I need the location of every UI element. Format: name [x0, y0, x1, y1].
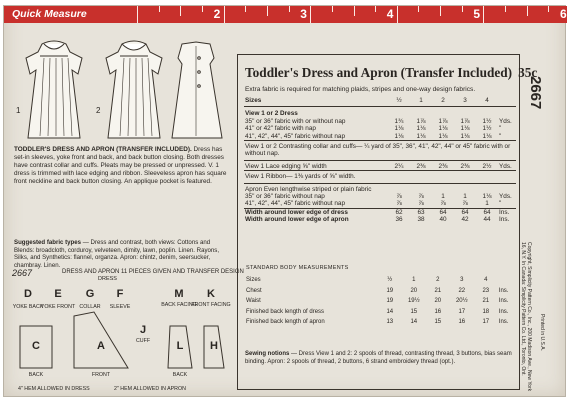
ruler-tick: [202, 6, 203, 12]
table-cell: 2⅜: [410, 160, 432, 170]
ruler-tick: [418, 6, 419, 12]
table-cell: Width around lower edge of apron: [245, 216, 349, 224]
table-cell: View 1 or 2 Dress: [245, 110, 298, 118]
table-cell: 23: [482, 287, 490, 294]
table-cell: Ins.: [498, 287, 509, 294]
view-1-callout: 1: [16, 106, 21, 115]
table-cell: 1½: [482, 117, 492, 125]
ruler-tick: [354, 6, 355, 16]
table-cell: 16: [434, 308, 442, 315]
table-cell: 42: [461, 216, 469, 224]
table-cell: View 1 or 2 Contrasting collar and cuffs— ¼ yard of 35", 36", 41", 42", 44" or 45" fabric with or without nap.: [244, 141, 516, 161]
table-cell: 1⅛: [438, 132, 448, 140]
table-cell: ": [499, 132, 502, 140]
table-cell: 1⅛: [460, 132, 470, 140]
ruler-tick: [159, 6, 160, 12]
table-cell: 1⅞: [460, 117, 470, 125]
apron-heading: [244, 183, 516, 193]
table-cell: ⅞: [418, 200, 424, 208]
view-dress-heading: [244, 107, 516, 118]
ruler-number: 2: [213, 7, 221, 21]
table-cell: 35" or 36" fabric without nap: [245, 193, 325, 201]
table-cell: 35" or 36" fabric with or without nap: [245, 117, 346, 125]
piece-j-cuff: J CUFF: [135, 324, 151, 344]
ruler-tick: [245, 6, 246, 12]
view-2-callout: 2: [96, 106, 101, 115]
pattern-envelope: [3, 5, 566, 397]
table-row: [244, 208, 516, 216]
table-cell: 1⅛: [482, 193, 492, 201]
apron-hem-note: 2" HEM ALLOWED IN APRON: [114, 386, 186, 392]
table-cell: 4: [476, 96, 498, 107]
fabric-suggestions-title: Suggested fabric types: [14, 239, 82, 246]
table-cell: 44: [483, 216, 491, 224]
table-cell: 62: [388, 208, 410, 216]
table-cell: 19: [386, 287, 394, 294]
table-cell: Ins.: [498, 319, 509, 326]
table-row: [244, 200, 516, 208]
table-cell: Finished back length of dress: [246, 308, 325, 315]
table-cell: 4: [484, 277, 488, 283]
table-cell: 1⅛: [416, 125, 426, 133]
ruler-tick: [397, 6, 398, 23]
table-row: [244, 118, 516, 125]
piece-l-back: L BACK: [164, 322, 196, 382]
table-cell: 1: [463, 193, 467, 201]
table-cell: Waist: [246, 298, 261, 305]
table-cell: ⅞: [418, 193, 424, 201]
table-cell: Ins.: [498, 308, 509, 315]
table-cell: 41" or 42" fabric with nap: [245, 125, 316, 133]
envelope-title: [245, 65, 537, 81]
table-cell: Chest: [246, 287, 262, 294]
table-cell: 19½: [407, 298, 420, 305]
table-cell: 2: [436, 277, 440, 283]
table-cell: ⅞: [462, 200, 468, 208]
pattern-description: [14, 146, 232, 186]
envelope-intro: Extra fabric is required for matching plaids, stripes and one-way design fabrics.: [245, 86, 476, 93]
fabric-suggestions-text: — Dress and contrast, both views: Cottons and Blends: broadcloth, corduroy, velveteen, dimity, lawn, poplin. Linen. Rayons, Silks, and Synthetics: flannel, organza. Apron: chintz, denim, seersucker, chambray. Linen.: [14, 239, 220, 269]
quick-measure-ruler: [4, 6, 567, 23]
fabric-suggestions: [14, 239, 232, 269]
table-cell: 13: [386, 319, 394, 326]
table-cell: 1⅛: [482, 132, 492, 140]
table-cell: 1⅞: [438, 117, 448, 125]
pieces-title: DRESS AND APRON 11 PIECES GIVEN AND TRANSFER DESIGN: [62, 269, 244, 275]
description-text: Dress has set-in sleeves, yoke front and back, and back button closing. Both dresses have contrast collar and cuffs. Pleats may be pressed or unpressed. V. 1 dress is trimmed with lace edging and ribbon. Sleeveless apron has square front neckline and back button closing. An applique pocket is featured.: [14, 146, 227, 186]
table-cell: 20½: [455, 298, 468, 305]
table-cell: 17: [458, 308, 466, 315]
table-cell: 14: [386, 308, 394, 315]
table-row: [244, 216, 516, 223]
table-row: [244, 125, 516, 132]
table-cell: 22: [458, 287, 466, 294]
ruler-tick: [180, 6, 181, 16]
table-cell: 15: [410, 308, 418, 315]
table-cell: 15: [434, 319, 442, 326]
piece-m-back-facing: M BACK FACING: [161, 288, 197, 308]
table-cell: Yds.: [498, 160, 516, 170]
piece-k-front-facing: K FRONT FACING: [191, 288, 231, 308]
table-cell: 17: [482, 319, 490, 326]
table-cell: ": [499, 125, 502, 133]
table-cell: 1⅛: [460, 125, 470, 133]
ruler-number: 5: [473, 7, 481, 21]
sewing-notions-title: Sewing notions: [245, 351, 290, 357]
table-cell: Finished back length of apron: [246, 319, 325, 326]
table-cell: Ins.: [498, 298, 509, 305]
table-cell: 16: [458, 319, 466, 326]
ruler-tick: [462, 6, 463, 12]
table-cell: 41", 42", 44", 45" fabric without nap: [245, 132, 346, 140]
envelope-price: 35c: [518, 65, 538, 80]
sewing-notions: [245, 350, 517, 366]
measurements-table: [245, 275, 517, 328]
envelope-title-text: Toddler's Dress and Apron (Transfer Included): [245, 65, 513, 80]
ruler-tick: [375, 6, 376, 12]
ruler-tick: [505, 6, 506, 12]
table-cell: View 1 Lace edging ⅝" width: [244, 160, 388, 170]
dress-and-apron-sketch: [10, 28, 232, 148]
printed-note: Printed in U.S.A.: [539, 314, 545, 351]
ruler-number: 6: [560, 7, 567, 21]
table-cell: Yds.: [499, 193, 512, 201]
piece-f-sleeve: F SLEEVE: [109, 288, 131, 310]
table-cell: Sizes: [246, 277, 261, 283]
table-row: [245, 296, 517, 307]
piece-d-yoke-back: D YOKE BACK: [12, 288, 44, 310]
table-cell: 18: [482, 308, 490, 315]
ruler-tick: [137, 6, 138, 23]
ruler-tick: [527, 6, 528, 16]
table-cell: 40: [439, 216, 447, 224]
table-row: [245, 275, 517, 286]
ruler-number: 3: [300, 7, 307, 21]
table-cell: Apron Even lengthwise striped or plain fabric: [244, 183, 516, 193]
table-cell: Sizes: [244, 96, 388, 107]
table-cell: Yds.: [499, 117, 512, 125]
yardage-table: [244, 96, 516, 224]
pieces-subtitle: DRESS: [98, 276, 117, 282]
table-cell: 21: [434, 287, 442, 294]
table-cell: 41", 42", 44", 45" fabric without nap: [245, 200, 346, 208]
table-cell: 3: [454, 96, 476, 107]
description-title: TODDLER'S DRESS AND APRON (TRANSFER INCLUDED).: [14, 146, 192, 153]
table-cell: 1⅛: [416, 132, 426, 140]
ruler-tick: [483, 6, 484, 23]
table-cell: ½: [388, 96, 410, 107]
table-cell: 36: [395, 216, 403, 224]
table-cell: 1⅛: [394, 125, 404, 133]
table-cell: ⅞: [396, 200, 402, 208]
dress-hem-note: 4" HEM ALLOWED IN DRESS: [18, 386, 90, 392]
table-cell: 1: [441, 193, 445, 201]
piece-a-front: A FRONT: [70, 310, 132, 382]
table-cell: Ins.: [499, 216, 510, 224]
table-cell: 64: [454, 208, 476, 216]
table-cell: 64: [432, 208, 454, 216]
table-cell: 1⅞: [416, 117, 426, 125]
ruler-label: Quick Measure: [12, 8, 87, 20]
sewing-notions-text: — Dress View 1 and 2: 2 spools of thread, contrasting thread, 3 buttons, bias seam binding. Apron: 2 spools of thread, 2 buttons, 6 strand embroidery thread (opt.).: [245, 351, 512, 365]
table-cell: 1: [412, 277, 416, 283]
table-cell: 2½: [476, 160, 498, 170]
ruler-tick: [310, 6, 311, 23]
table-cell: 21: [482, 298, 490, 305]
table-cell: 2⅜: [432, 160, 454, 170]
table-cell: 63: [410, 208, 432, 216]
table-cell: Ins.: [498, 208, 516, 216]
table-cell: 64: [476, 208, 498, 216]
table-cell: 2⅜: [454, 160, 476, 170]
table-cell: Width around lower edge of dress: [244, 208, 388, 216]
table-cell: ½: [387, 277, 393, 283]
table-cell: 2¼: [388, 160, 410, 170]
ruler-tick: [332, 6, 333, 12]
table-cell: 20: [410, 287, 418, 294]
ruler-tick: [440, 6, 441, 16]
ribbon-row: [244, 171, 516, 183]
piece-c-back: C BACK: [16, 322, 56, 382]
ruler-tick: [267, 6, 268, 16]
ruler-tick: [224, 6, 225, 23]
table-row: [245, 317, 517, 328]
piece-e-yoke-front: E YOKE FRONT: [40, 288, 76, 310]
table-cell: 14: [410, 319, 418, 326]
table-cell: 19: [386, 298, 394, 305]
table-cell: 1¾: [394, 117, 404, 125]
contrast-row: [244, 141, 516, 161]
table-cell: 38: [417, 216, 425, 224]
piece-g-collar: G COLLAR: [79, 288, 101, 310]
ruler-tick: [289, 6, 290, 12]
table-row: [244, 133, 516, 141]
ruler-tick: [548, 6, 549, 12]
table-cell: 20: [434, 298, 442, 305]
table-cell: 1: [485, 200, 489, 208]
table-row: [245, 286, 517, 297]
table-cell: View 1 Ribbon— 1⅜ yards of ⅝" width.: [244, 171, 516, 183]
table-cell: ⅞: [440, 200, 446, 208]
table-cell: 1⅛: [438, 125, 448, 133]
copyright-note: Copyright, Simplicity Pattern Co., Inc., 200 Madison Ave., New York 16, N.Y. In Canada: Simplicity Pattern Co. Ltd., Toronto, Ont.: [520, 242, 532, 392]
table-cell: 2: [432, 96, 454, 107]
table-cell: ⅞: [396, 193, 402, 201]
pattern-number: 2667: [527, 76, 544, 110]
lace-row: [244, 160, 516, 170]
table-cell: 3: [460, 277, 464, 283]
ruler-number: 4: [386, 7, 394, 21]
measurements-title: STANDARD BODY MEASUREMENTS: [246, 265, 349, 271]
garment-illustration: [10, 28, 232, 148]
table-row: [244, 193, 516, 200]
table-row: [245, 307, 517, 318]
table-cell: 1½: [482, 125, 492, 133]
table-cell: ": [499, 200, 502, 208]
piece-h: H: [200, 322, 228, 382]
sizes-row: [244, 96, 516, 107]
table-cell: 1: [410, 96, 432, 107]
table-cell: 1⅛: [394, 132, 404, 140]
pieces-pattern-number: 2667: [12, 268, 33, 278]
